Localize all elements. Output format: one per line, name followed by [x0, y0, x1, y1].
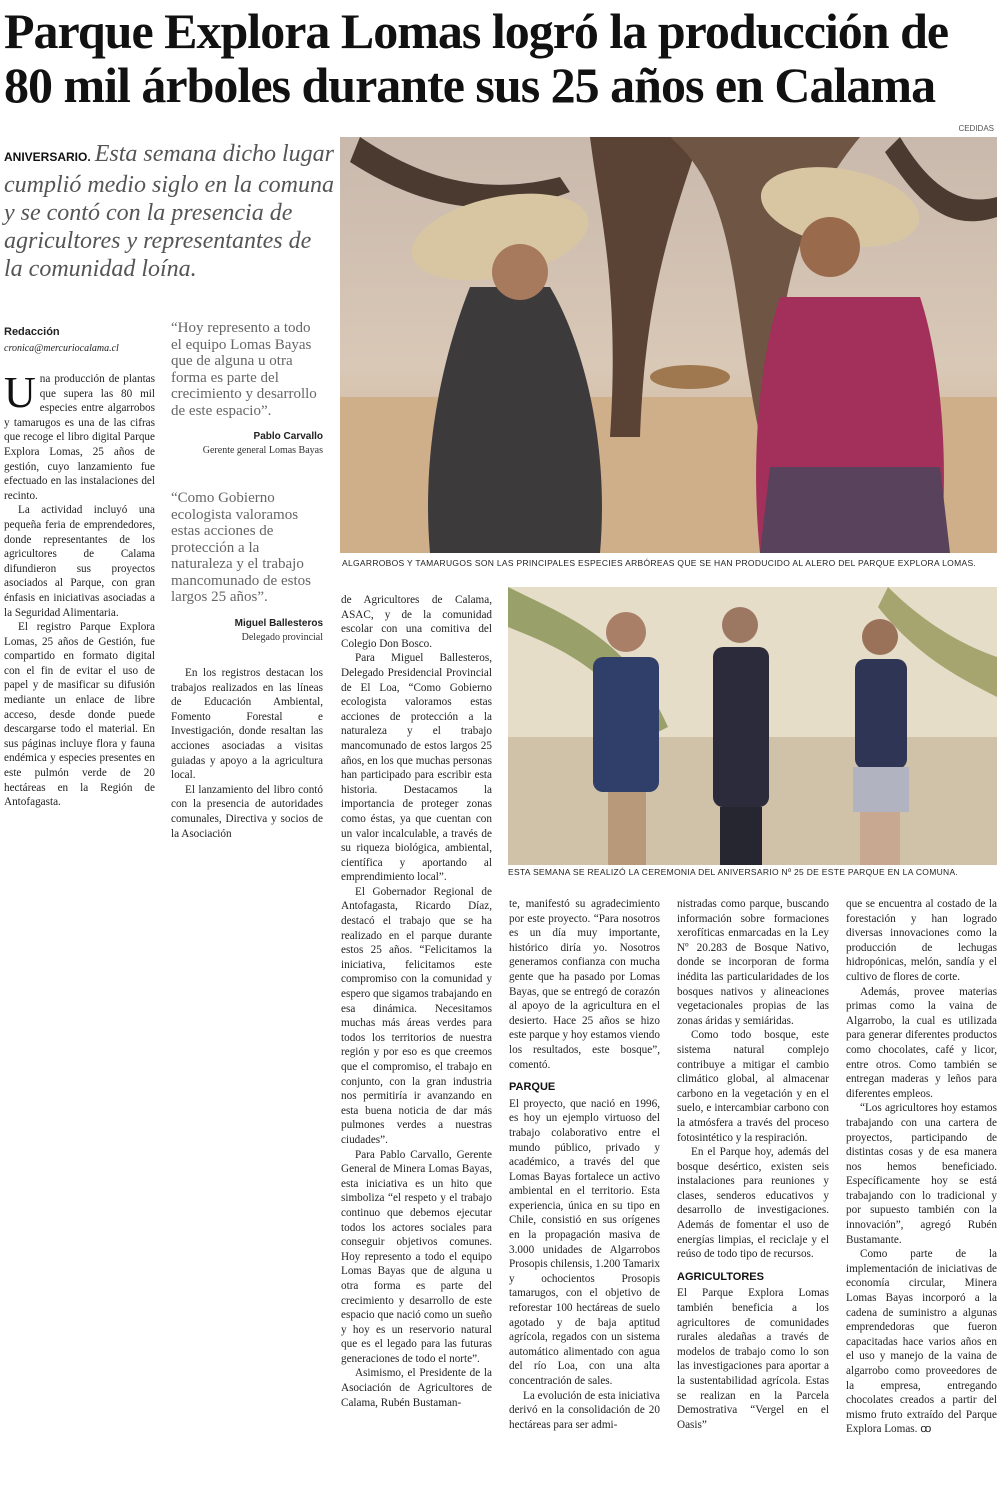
byline-name: Redacción: [4, 326, 60, 338]
paragraph: de Agricultores de Calama, ASAC, y de la comunidad escolar con una comitiva del Colegio Don Bosco.: [341, 594, 492, 650]
paragraph: Asimismo, el Presidente de la Asociación de Agricultores de Calama, Rubén Bustaman-: [341, 1367, 492, 1409]
body-column-6: [846, 897, 997, 1437]
body-column-4: [509, 897, 660, 1432]
photo-ceremony: [508, 587, 997, 865]
subhead-agricultores: AGRICULTORES: [677, 1270, 764, 1283]
paragraph: te, manifestó su agradecimiento por este proyecto. “Para nosotros es un día muy importante, histórico diría yo. Nosotros generamos confianza con mucha gente que ha pasado por Lomas Bayas, que se entregó de corazón al apoyo de la agricultura en el desierto. Hace 25 años se hizo este parque y hoy estamos viendo los resultados, este bosque”, comentó.: [509, 898, 660, 1071]
quote-author: Pablo Carvallo: [253, 431, 323, 442]
quote-role: Delegado provincial: [241, 631, 323, 643]
paragraph: nistradas como parque, buscando información sobre formaciones xerofíticas enmarcadas en la Ley Nº 20.283 de Bosque Nativo, donde se incorporan de forma inédita las particularidades de los bosques nativos y alineaciones vegetacionales propias de las zonas áridas y semiáridas.: [677, 898, 829, 1027]
quote-author: Miguel Ballesteros: [234, 617, 323, 629]
paragraph: La evolución de esta iniciativa derivó en la consolidación de 20 hectáreas para ser admi-: [509, 1389, 660, 1431]
paragraph: El proyecto, que nació en 1996, es hoy un ejemplo virtuoso del trabajo colaborativo entre el mundo público, privado y académico, a través del que Lomas Bayas fortalece un activo ambiental en el territorio. Esta experiencia, única en su tipo en Chile, consistió en sus orígenes en la propagación masiva de 3.000 unidades de Algarrobos Prosopis chilensis, 1.200 Tamarix y ochocientos Prosopis tamarugos, con el objetivo de reforestar 100 hectáreas de suelo agotado y de baja aptitud agrícola, regados con un sistema automático alimentado con agua del río Loa, con una alta concentración de sales.: [509, 1097, 660, 1387]
paragraph: Para Pablo Carvallo, Gerente General de Minera Lomas Bayas, esta iniciativa es un hito que simboliza “el respeto y el trabajo continuo que debemos ejecutar todos los actores sociales para conseguir objetivos comunes. Hoy represento a todo el equipo Lomas Bayas que de alguna u otra forma es parte del crecimiento y desarrollo de este espacio que nació como un sueño y hoy es un reservorio natural que es el legado para las futuras generaciones de todo el norte”.: [341, 1148, 492, 1365]
kicker-label: ANIVERSARIO.: [4, 150, 91, 164]
byline-email[interactable]: cronica@mercuriocalama.cl: [4, 343, 119, 354]
body-column-5: [677, 897, 829, 1432]
paragraph: El Parque Explora Lomas también beneficia a los agricultores de comunidades rurales aledañas a través de modelos de trabajo como lo son las investigaciones para aportar a la sustentabilidad agrícola. Estas se realizan en la Parcela Demostrativa “Vergel en el Oasis”: [677, 1287, 829, 1431]
paragraph: El registro Parque Explora Lomas, 25 años de Gestión, fue compartido en formato digital con el fin de evitar el uso de papel y de masificar su difusión mediante un enlace de libre acceso, desde donde puede descargarse todo el material. En sus páginas incluye flora y fauna endémica y especies presentes en este pulmón verde de 20 hectáreas en la Región de Antofagasta.: [4, 621, 155, 809]
body-column-1: [4, 368, 155, 810]
pull-quote-1: [171, 320, 323, 456]
paragraph: El lanzamiento del libro contó con la presencia de autoridades comunales, Directiva y socios de la Asociación: [171, 783, 323, 840]
end-mark-icon: ꝏ: [920, 1423, 932, 1436]
paragraph: Además, provee materias primas como la vaina de Algarrobo, la cual es utilizada para generar diferentes productos como chocolates, café y licor, entre otros. Como también se entregan maderas y leños para diferentes empleos.: [846, 985, 997, 1100]
paragraph: Como todo bosque, este sistema natural complejo contribuye a mitigar el cambio climático global, al almacenar carbono en la vegetación y en el suelo, e intercambiar carbono con la atmósfera a través del proceso fotosintético y la respiración.: [677, 1029, 829, 1144]
quote-text: “Como Gobierno ecologista valoramos estas acciones de protección a la naturaleza y el trabajo mancomunado de estos largos 25 años”.: [171, 490, 311, 605]
headline: Parque Explora Lomas logró la producción de 80 mil árboles durante sus 25 años en Calama: [4, 3, 949, 113]
paragraph: En el Parque hoy, además del bosque desértico, existen seis instalaciones para reuniones y clases, senderos educativos y desarrollo de investigaciones. Además de fomentar el uso de energías limpias, el reciclaje y el reúso de todo tipo de recursos.: [677, 1146, 829, 1261]
paragraph: “Los agricultores hoy estamos trabajando con una cartera de proyectos, participando de distintas cosas y de esa manera nos hemos beneficiado. Específicamente hoy se está trabajando con lo tradicional y por supuesto también con la innovación”, agregó Rubén Bustamante.: [846, 1102, 997, 1246]
photo-credit: CEDIDAS: [958, 124, 994, 133]
kicker: [4, 140, 334, 283]
photo-women-trees: [340, 137, 997, 553]
paragraph: Una producción de plantas que supera las 80 mil especies entre algarrobos y tamarugos es una de las cifras que recoge el libro digital Parque Explora Lomas, 25 años de gestión, cuyo lanzamiento fue efectuado en las instalaciones del recinto.: [4, 368, 155, 502]
paragraph: Como parte de la implementación de iniciativas de economía circular, Minera Lomas Bayas incorporó a la cadena de suministro a algunas emprendedoras que fueron capacitadas hace varios años en el uso y manejo de la vaina de algarrobo como proveedores de la empresa, entregando chocolates creados a partir del mismo fruto extraído del Parque Explora Lomas. ꝏ: [846, 1248, 997, 1436]
dropcap: U: [4, 368, 36, 417]
kicker-text: Esta semana dicho lugar cumplió medio siglo en la comuna y se contó con la presencia de agricultores y representantes de la comunidad loína.: [4, 141, 335, 282]
paragraph: que se encuentra al costado de la forestación y han logrado diversas innovaciones como la producción de lechugas hidropónicas, melón, sandía y el cultivo de flores de corte.: [846, 898, 997, 983]
paragraph: La actividad incluyó una pequeña feria de emprendedores, donde representantes de los agricultores de Calama difundieron sus proyectos asociados al Parque, con gran énfasis en iniciativas asociadas a la Seguridad Alimentaria.: [4, 504, 155, 619]
quote-text: “Hoy represento a todo el equipo Lomas Bayas que de alguna u otra forma es parte del crecimiento y desarrollo de este espacio”.: [171, 320, 317, 419]
body-column-3: [341, 593, 492, 1410]
pull-quote-2: [171, 490, 323, 643]
subhead-parque: PARQUE: [509, 1081, 556, 1094]
body-column-2: [171, 666, 323, 841]
paragraph: El Gobernador Regional de Antofagasta, Ricardo Díaz, destacó el trabajo que se ha realizado en el parque durante estos 25 años. “Felicitamos la iniciativa, felicitamos este compromiso con la comunidad y espero que sigamos trabajando en esa dinámica. Necesitamos muchas más áreas verdes para todos los territorios de nuestra región y por eso es que creemos que el compromiso, el trabajo en conjunto, con la gran industria nos permitiría ir avanzando en esta buena noticia de dar más pulmones verdes a nuestras ciudades”.: [341, 885, 492, 1146]
photo2-caption: ESTA SEMANA SE REALIZÓ LA CEREMONIA DEL ANIVERSARIO Nº 25 DE ESTE PARQUE EN LA COMUNA.: [508, 867, 959, 877]
photo1-caption: ALGARROBOS Y TAMARUGOS SON LAS PRINCIPALES ESPECIES ARBÓREAS QUE SE HAN PRODUCIDO AL ALERO DEL PARQUE EXPLORA LOMAS.: [342, 558, 977, 568]
paragraph: Para Miguel Ballesteros, Delegado Presidencial Provincial de El Loa, “Como Gobierno ecologista valoramos estas acciones de protección a la naturaleza y el trabajo mancomunado de estos largos 25 años, en los que muchas personas han participado para escribir esta historia. Destacamos la importancia de proteger zonas como éstas, ya que cuentan con un valor incalculable, a través de su riqueza biológica, ambiental, científica y aportando al emprendimiento local”.: [341, 652, 492, 884]
quote-role: Gerente general Lomas Bayas: [202, 445, 323, 456]
paragraph: En los registros destacan los trabajos realizados en las líneas de Educación Ambiental, Fomento Forestal e Investigación, donde resaltan las acciones asociadas a visitas guiadas y apoyo a la agricultura local.: [171, 667, 323, 782]
